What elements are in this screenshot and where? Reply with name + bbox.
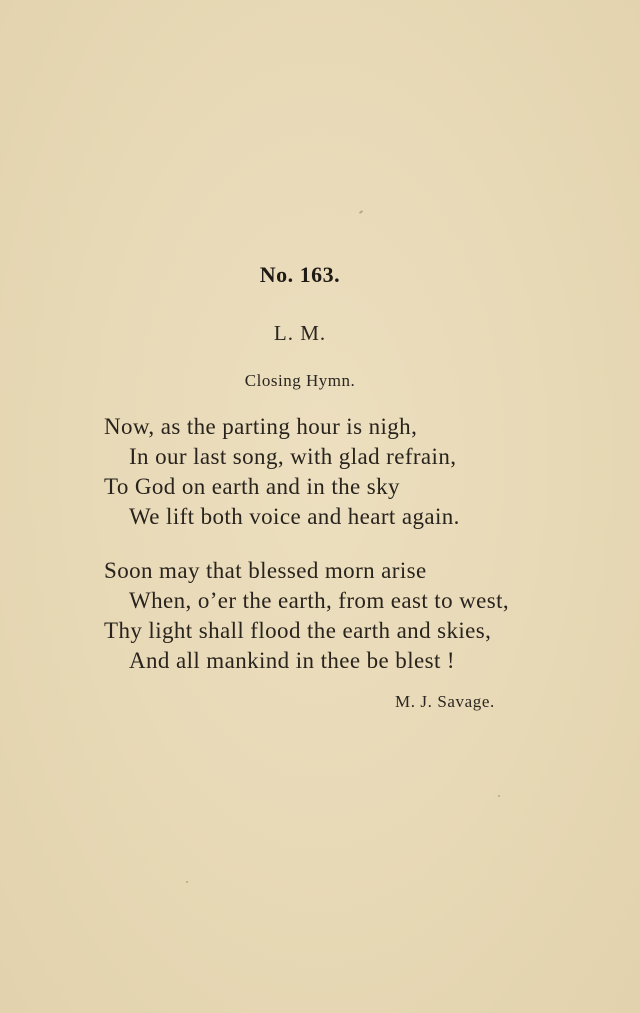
hymn-meter: L. M.	[273, 321, 327, 345]
verse-line: And all mankind in thee be blest !	[129, 648, 455, 673]
author-attribution: M. J. Savage.	[395, 692, 495, 711]
stanza-1	[104, 412, 460, 532]
verse-line: Thy light shall flood the earth and skies,	[104, 618, 492, 643]
verse-line: We lift both voice and heart again.	[129, 504, 460, 529]
verse-line: In our last song, with glad refrain,	[129, 444, 457, 469]
paper-speck	[498, 795, 500, 797]
hymn-number: No. 163.	[259, 262, 341, 287]
verse-line: Soon may that blessed morn arise	[104, 558, 427, 583]
verse-line: Now, as the parting hour is nigh,	[104, 414, 418, 439]
paper-speck	[186, 881, 188, 883]
paper-speck	[359, 210, 363, 214]
stanza-2	[104, 556, 509, 676]
verse-line: To God on earth and in the sky	[104, 474, 400, 499]
verse-line: When, o’er the earth, from east to west,	[129, 588, 510, 613]
hymn-title: Closing Hymn.	[244, 371, 356, 390]
